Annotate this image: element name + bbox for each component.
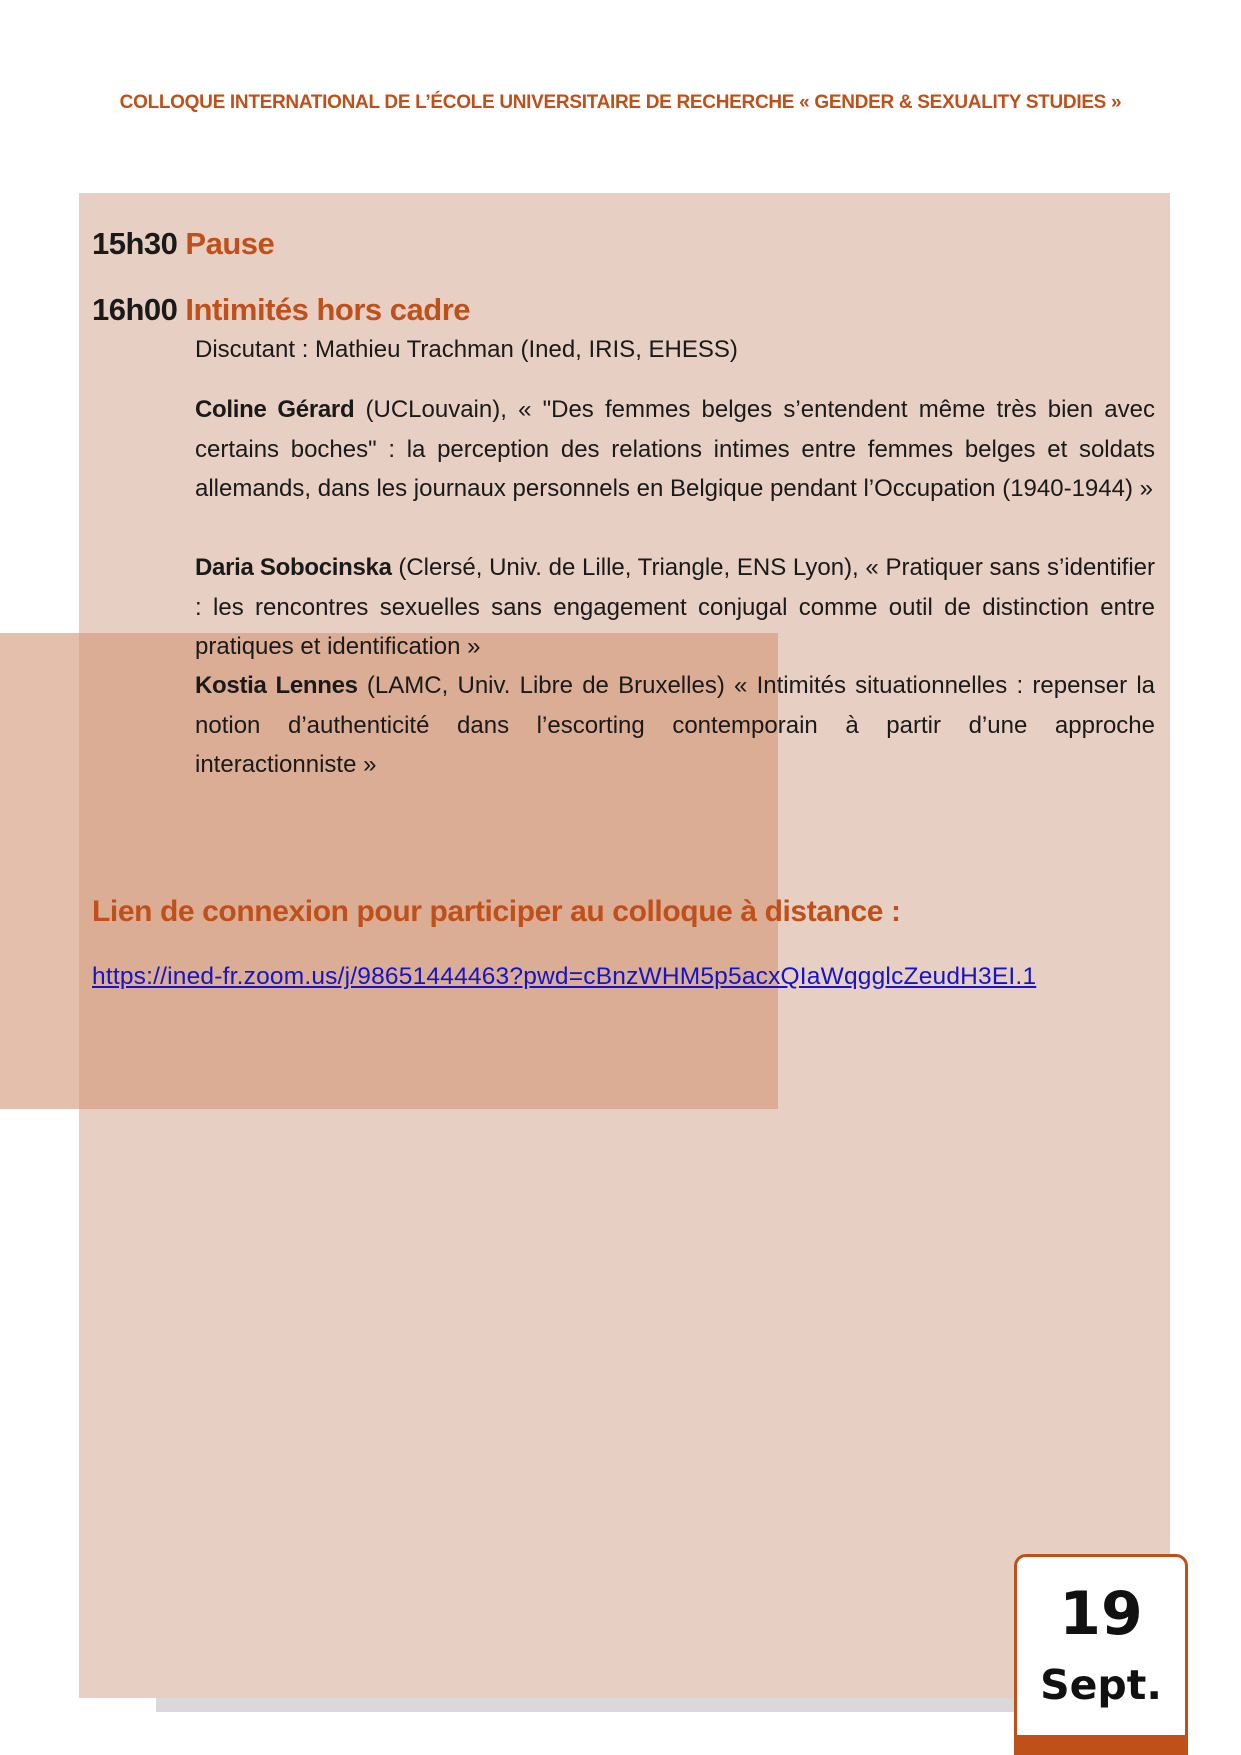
speaker-name: Kostia Lennes xyxy=(195,672,358,699)
discussant: Discutant : Mathieu Trachman (Ined, IRIS, EHESS) xyxy=(195,336,738,363)
talk-description: (Clersé, Univ. de Lille, Triangle, ENS Lyon), « Pratiquer sans s’identifier : les rencontres sexuelles sans engagement conjugal comme outil de distinction entre pratiques et identification » xyxy=(195,554,1155,660)
zoom-link[interactable]: https://ined-fr.zoom.us/j/98651444463?pwd=cBnzWHM5p5acxQIaWqgglcZeudH3EI.1 xyxy=(92,963,1037,990)
talk-description: (UCLouvain), « "Des femmes belges s’entendent même très bien avec certains boches" : la perception des relations intimes entre femmes belges et soldats allemands, dans les journaux personnels en Belgique pendant l’Occupation (1940-1944) » xyxy=(195,396,1155,502)
date-badge xyxy=(1014,1554,1188,1755)
talk-item xyxy=(195,666,1155,785)
slot-title: Intimités hors cadre xyxy=(185,292,470,327)
talk-description: (LAMC, Univ. Libre de Bruxelles) « Intimités situationnelles : repenser la notion d’authenticité dans l’escorting contemporain à partir d’une approche interactionniste » xyxy=(195,672,1156,778)
speaker-name: Coline Gérard xyxy=(195,396,355,423)
schedule-slot-pause xyxy=(92,226,274,262)
slot-time: 15h30 xyxy=(92,226,178,261)
slot-time: 16h00 xyxy=(92,292,178,327)
date-day: 19 xyxy=(1059,1579,1143,1649)
connection-title: Lien de connexion pour participer au colloque à distance : xyxy=(92,895,901,928)
date-badge-band xyxy=(1014,1735,1188,1755)
talk-item xyxy=(195,548,1155,667)
talk-item xyxy=(195,390,1155,509)
slot-title: Pause xyxy=(185,226,275,261)
colloquium-header: COLLOQUE INTERNATIONAL DE L’ÉCOLE UNIVERSITAIRE DE RECHERCHE « GENDER & SEXUALITY STUDIES » xyxy=(119,92,1122,113)
date-month: Sept. xyxy=(1040,1661,1162,1709)
speaker-name: Daria Sobocinska xyxy=(195,554,392,581)
schedule-slot-session xyxy=(92,292,470,328)
